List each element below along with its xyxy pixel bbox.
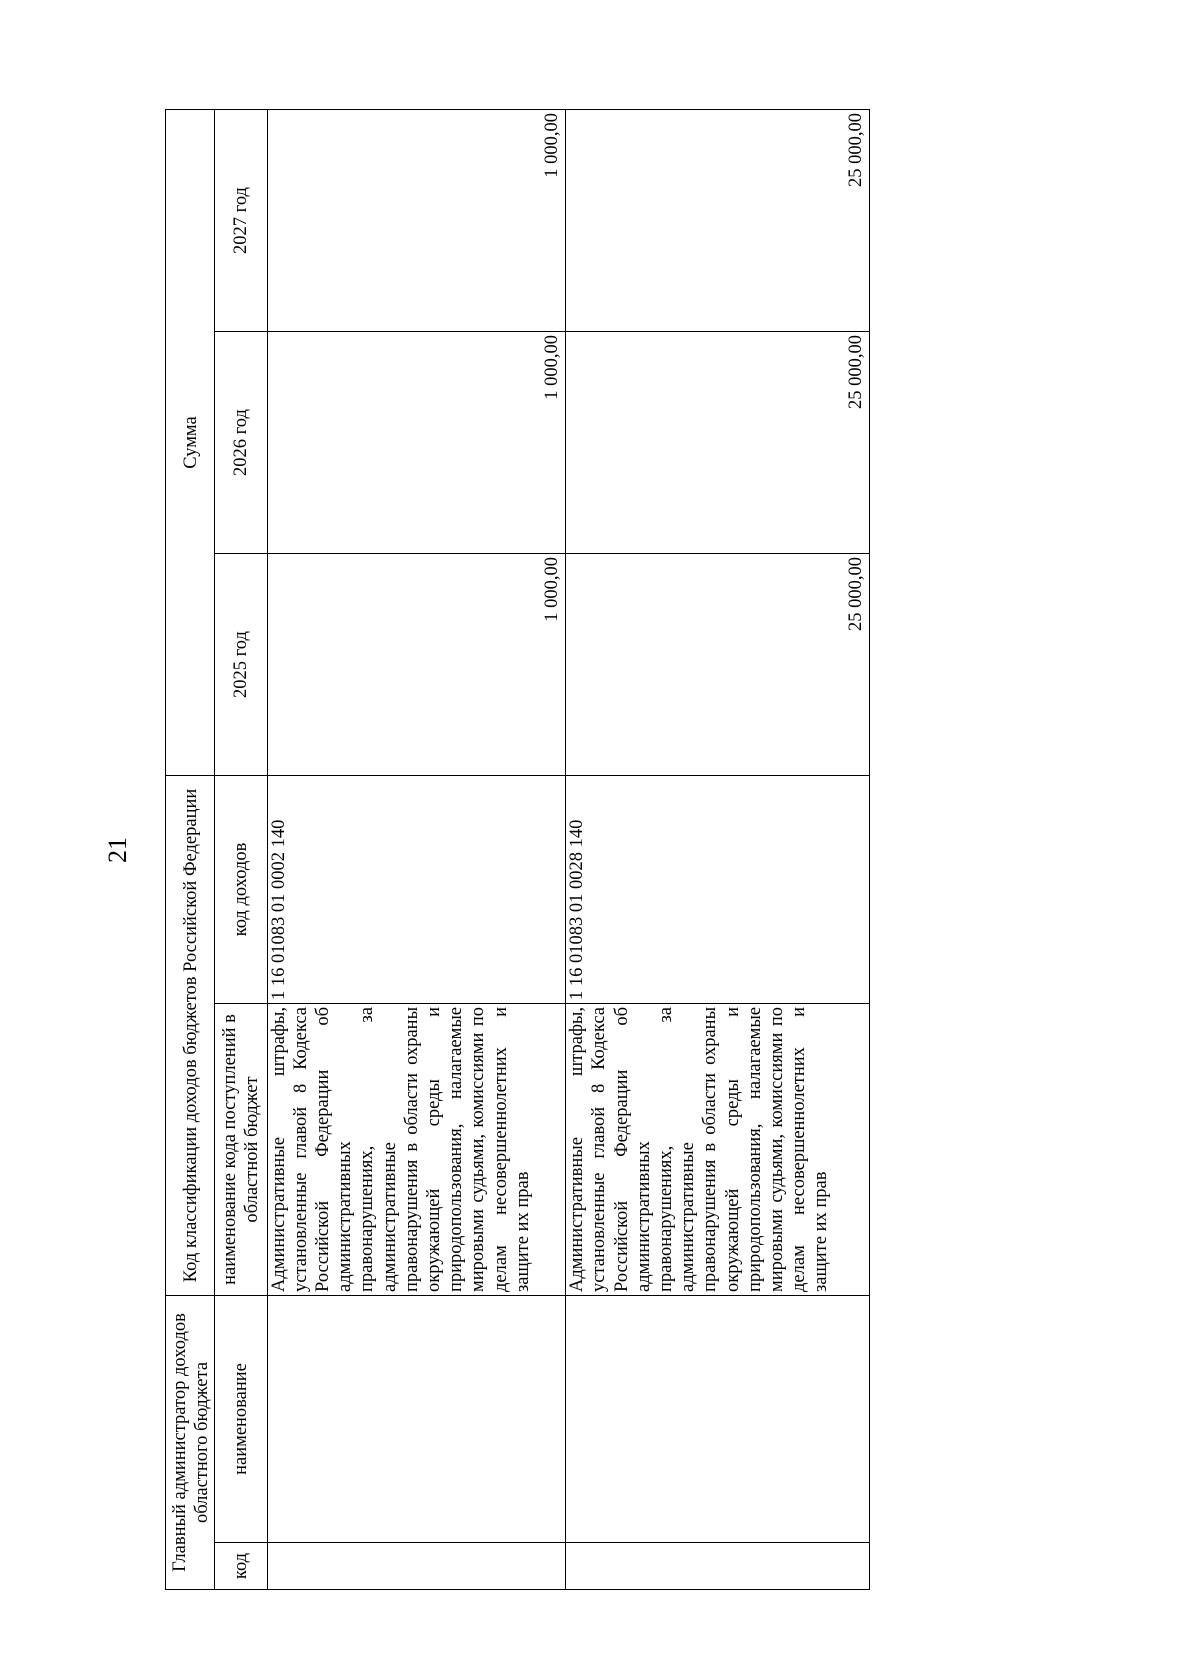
header-income-code: код доходов	[215, 776, 267, 1004]
header-year-2027: 2027 год	[215, 109, 267, 331]
income-code-cell: 1 16 01083 01 0002 140	[267, 776, 566, 1004]
income-name-cell: Административные штрафы, установленные главой 8 Кодекса Российской Федерации об административных правонарушениях, за административные правонарушения в области охраны окружающей среды и природопользования, налагаемые мировыми судьями, комиссиями по делам несовершеннолетних и защите их прав	[267, 1004, 566, 1296]
header-year-2026: 2026 год	[215, 332, 267, 554]
admin-code-cell	[267, 1543, 566, 1590]
page-number: 21	[103, 837, 132, 863]
admin-code-cell	[566, 1543, 870, 1590]
table-row	[267, 109, 566, 1589]
header-classification-group: Код классификации доходов бюджетов Российской Федерации	[166, 776, 215, 1296]
sum-2027-cell: 25 000,00	[566, 109, 870, 331]
sum-2026-cell: 25 000,00	[566, 332, 870, 554]
header-admin-group: Главный администратор доходов областного бюджета	[166, 1296, 215, 1590]
sum-2025-cell: 1 000,00	[267, 554, 566, 776]
header-row-columns	[215, 109, 267, 1589]
sum-2027-cell: 1 000,00	[267, 109, 566, 331]
income-classification-table	[165, 109, 870, 1590]
header-row-group	[166, 109, 215, 1589]
sum-2026-cell: 1 000,00	[267, 332, 566, 554]
admin-name-cell	[566, 1296, 870, 1543]
header-name: наименование	[215, 1296, 267, 1543]
header-sum-group: Сумма	[166, 109, 215, 775]
sum-2025-cell: 25 000,00	[566, 554, 870, 776]
header-income-name: наименование кода поступлений в областной бюджет	[215, 1004, 267, 1296]
income-code-cell: 1 16 01083 01 0028 140	[566, 776, 870, 1004]
table-row	[566, 109, 870, 1589]
header-code: код	[215, 1543, 267, 1590]
rotated-table-wrapper	[165, 110, 870, 1590]
admin-name-cell	[267, 1296, 566, 1543]
income-name-cell: Административные штрафы, установленные главой 8 Кодекса Российской Федерации об административных правонарушениях, за административные правонарушения в области охраны окружающей среды и природопользования, налагаемые мировыми судьями, комиссиями по делам несовершеннолетних и защите их прав	[566, 1004, 870, 1296]
header-year-2025: 2025 год	[215, 554, 267, 776]
